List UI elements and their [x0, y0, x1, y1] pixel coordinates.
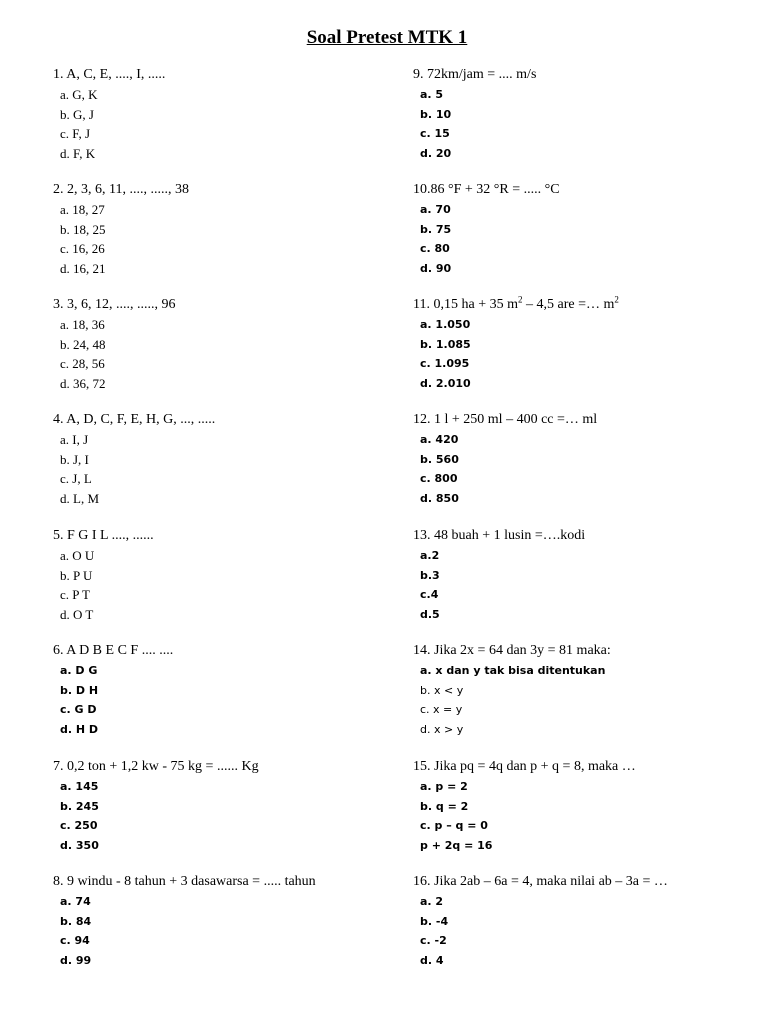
question-stem: 13. 48 buah + 1 lusin =….kodi	[413, 528, 586, 543]
option-d: d. 99	[60, 953, 92, 967]
option-b: b. 560	[420, 452, 459, 466]
options-list	[60, 546, 413, 624]
option-b: b. -4	[420, 914, 449, 928]
option-b: b.3	[420, 568, 440, 582]
question-stem	[413, 295, 768, 315]
option-a: a. 70	[420, 203, 451, 216]
question-stem: 2. 2, 3, 6, 11, ...., ....., 38	[53, 182, 189, 197]
option-a: a. G, K	[60, 87, 98, 102]
option-b: b. 24, 48	[60, 336, 106, 352]
options-list	[60, 661, 413, 739]
option-a: a. 145	[60, 780, 99, 793]
question-stem: 8. 9 windu - 8 tahun + 3 dasawarsa = ..... tahun	[53, 874, 316, 889]
question-3	[53, 295, 413, 393]
option-b: b. 1.085	[420, 337, 471, 351]
options-list	[60, 777, 413, 855]
option-a: a. I, J	[60, 432, 89, 447]
question-stem: 14. Jika 2x = 64 dan 3y = 81 maka:	[413, 643, 611, 658]
option-c: c. 28, 56	[60, 356, 105, 372]
option-c: c. 1.095	[420, 357, 470, 371]
stem-text-mid: – 4,5 are =… m	[522, 297, 615, 312]
question-stem: 3. 3, 6, 12, ...., ....., 96	[53, 297, 176, 312]
option-c: c. 800	[420, 472, 458, 486]
option-d: d. 2.010	[420, 376, 471, 390]
options-list	[420, 200, 768, 278]
option-b: b. q = 2	[420, 799, 469, 813]
option-c: c. G D	[60, 703, 97, 717]
option-a: a. 18, 36	[60, 317, 105, 332]
question-14	[413, 641, 768, 739]
question-9	[413, 65, 768, 163]
option-d: d. 20	[420, 146, 452, 160]
question-stem: 5. F G I L ...., ......	[53, 528, 154, 543]
question-11	[413, 295, 768, 393]
option-b: b. 10	[420, 107, 452, 121]
option-a: a. O U	[60, 548, 95, 563]
option-c: c. 94	[60, 934, 90, 948]
option-c: c. -2	[420, 934, 447, 948]
option-b: b. J, I	[60, 451, 89, 467]
option-a: a. 2	[420, 895, 444, 908]
question-1	[53, 65, 413, 163]
options-list	[420, 430, 768, 508]
question-stem: 15. Jika pq = 4q dan p + q = 8, maka …	[413, 759, 636, 774]
option-c: c. P T	[60, 587, 90, 603]
option-d: d. 36, 72	[60, 375, 106, 391]
question-4	[53, 410, 413, 508]
option-d: d. 16, 21	[60, 260, 106, 276]
question-stem: 9. 72km/jam = .... m/s	[413, 67, 537, 82]
question-13	[413, 526, 768, 624]
options-list	[420, 892, 768, 970]
option-d: d. 4	[420, 953, 444, 967]
question-stem: 12. 1 l + 250 ml – 400 cc =… ml	[413, 412, 598, 427]
options-list	[60, 430, 413, 508]
option-c: c. J, L	[60, 471, 92, 487]
option-d: d. L, M	[60, 490, 99, 506]
options-list	[420, 661, 768, 739]
question-15	[413, 757, 768, 855]
option-b: b. 75	[420, 222, 452, 236]
option-c: c. p – q = 0	[420, 819, 488, 833]
option-c: c. 250	[60, 819, 98, 833]
option-c: c. 16, 26	[60, 241, 105, 257]
options-list	[60, 315, 413, 393]
option-b: b. 245	[60, 799, 99, 813]
option-d: d. x > y	[420, 722, 464, 736]
option-b: b. x < y	[420, 683, 464, 697]
options-list	[60, 892, 413, 970]
option-a: a. 1.050	[420, 318, 471, 331]
options-list	[420, 777, 768, 855]
option-a: a. 420	[420, 433, 459, 446]
option-c: c. 15	[420, 127, 450, 141]
option-b: b. G, J	[60, 106, 94, 122]
option-d: d.5	[420, 607, 440, 621]
option-c: c. F, J	[60, 126, 91, 142]
question-7	[53, 757, 413, 855]
question-2	[53, 180, 413, 278]
option-b: b. P U	[60, 567, 93, 583]
question-stem: 7. 0,2 ton + 1,2 kw - 75 kg = ...... Kg	[53, 759, 259, 774]
option-a: a. 74	[60, 895, 91, 908]
option-b: b. 84	[60, 914, 92, 928]
option-b: b. 18, 25	[60, 221, 106, 237]
page-title: Soal Pretest MTK 1	[306, 27, 468, 48]
question-16	[413, 872, 768, 970]
options-list	[60, 85, 413, 163]
option-d: p + 2q = 16	[420, 838, 493, 852]
option-a: a. D G	[60, 664, 98, 677]
option-d: d. 350	[60, 838, 99, 852]
option-a: a. 18, 27	[60, 202, 105, 217]
options-list	[420, 85, 768, 163]
option-a: a. 5	[420, 88, 444, 101]
option-c: c. 80	[420, 242, 450, 256]
option-d: d. 90	[420, 261, 452, 275]
option-b: b. D H	[60, 683, 99, 697]
option-a: a.2	[420, 549, 440, 562]
option-a: a. x dan y tak bisa ditentukan	[420, 664, 606, 677]
question-6	[53, 641, 413, 739]
stem-text: 11. 0,15 ha + 35 m	[413, 297, 518, 312]
superscript: 2	[614, 294, 619, 305]
options-list	[420, 546, 768, 624]
superscript: 2	[517, 294, 523, 305]
question-12	[413, 410, 768, 508]
options-list	[420, 315, 768, 393]
options-list	[60, 200, 413, 278]
question-stem: 4. A, D, C, F, E, H, G, ..., .....	[53, 412, 216, 427]
question-5	[53, 526, 413, 624]
option-d: d. O T	[60, 606, 94, 622]
option-c: c. x = y	[420, 703, 463, 717]
option-a: a. p = 2	[420, 780, 468, 793]
question-8	[53, 872, 413, 970]
option-c: c.4	[420, 588, 439, 602]
option-d: d. H D	[60, 722, 99, 736]
question-stem: 16. Jika 2ab – 6a = 4, maka nilai ab – 3a = …	[413, 874, 668, 889]
option-d: d. F, K	[60, 145, 96, 161]
question-stem: 6. A D B E C F .... ....	[53, 643, 174, 658]
question-stem: 10.86 °F + 32 °R = ..... °C	[413, 182, 560, 197]
option-d: d. 850	[420, 491, 459, 505]
question-stem: 1. A, C, E, ...., I, .....	[53, 67, 166, 82]
question-10	[413, 180, 768, 278]
